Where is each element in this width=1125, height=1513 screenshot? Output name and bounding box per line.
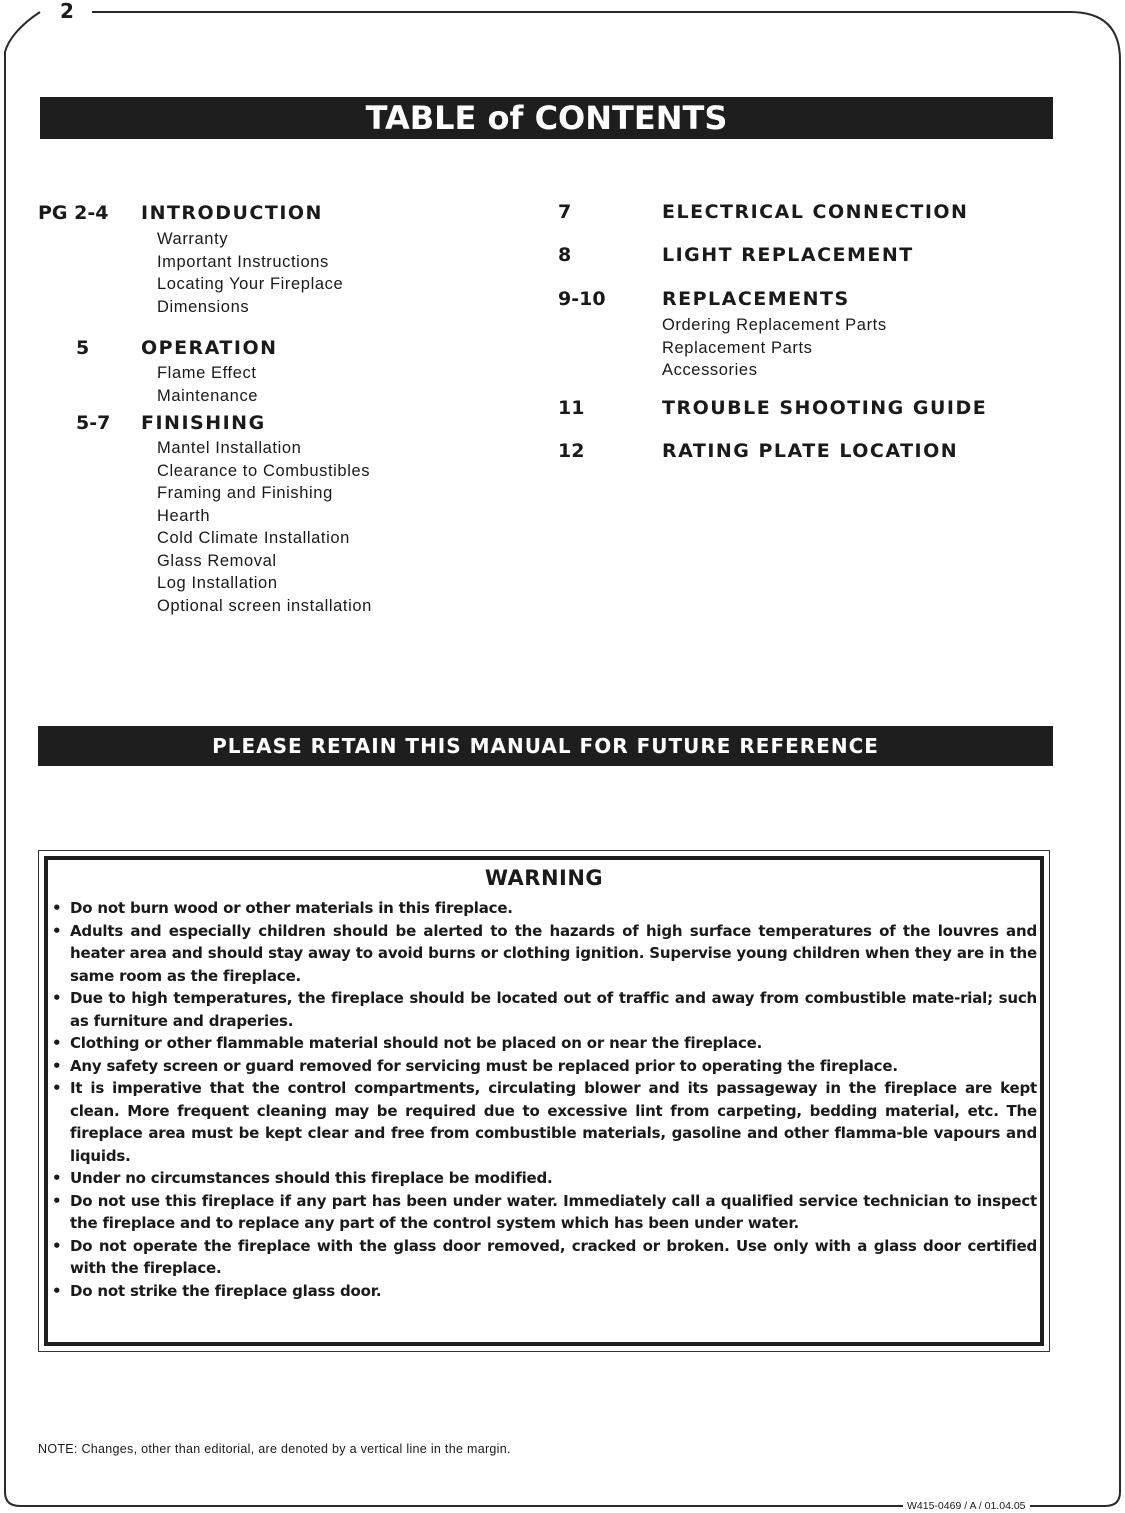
toc-page: 5 (76, 337, 90, 359)
toc-subitems (157, 228, 343, 318)
toc-page: 5-7 (76, 412, 111, 434)
bullet-icon: • (52, 921, 62, 940)
toc-page: 8 (558, 244, 572, 266)
warning-item: • Do not strike the fireplace glass door. (50, 1280, 1037, 1303)
toc-subitem: Hearth (157, 506, 211, 525)
toc-heading: INTRODUCTION (141, 202, 323, 224)
toc-subitem: Clearance to Combustibles (157, 461, 371, 480)
toc-subitems (662, 314, 887, 382)
bullet-icon: • (52, 1079, 62, 1097)
bullet-icon: • (52, 1236, 62, 1255)
toc-page: 7 (558, 201, 572, 223)
bullet-icon: • (52, 1169, 62, 1187)
toc-subitem: Mantel Installation (157, 439, 302, 457)
toc-subitems (157, 437, 372, 617)
bullet-icon: • (52, 989, 62, 1007)
toc-subitem: Dimensions (157, 297, 250, 316)
warning-item: • Adults and especially children should be alerted to the hazards of high surface temperatures of the louvres and heater area and should stay away to avoid burns or clothing ignition. Supervise young children when they are in the same room as the fireplace. (52, 921, 1037, 985)
toc-subitem: Maintenance (157, 386, 259, 405)
toc-title: TABLE of CONTENTS (40, 97, 1053, 139)
toc-heading: RATING PLATE LOCATION (662, 440, 959, 462)
warning-item: • Do not use this fireplace if any part has been under water. Immediately call a qualified service technician to inspect the fireplace and to replace any part of the control system which has been under water. (52, 1191, 1037, 1232)
toc-heading: REPLACEMENTS (662, 288, 850, 310)
toc-heading: LIGHT REPLACEMENT (662, 244, 914, 266)
toc-subitem: Optional screen installation (157, 596, 372, 615)
toc-subitem: Ordering Replacement Parts (662, 316, 887, 334)
bullet-icon: • (52, 1281, 62, 1300)
warning-item: • Do not burn wood or other materials in this fireplace. (50, 897, 1037, 920)
toc-subitem: Important Instructions (157, 252, 329, 271)
toc-subitem: Replacement Parts (662, 338, 813, 357)
toc-subitem: Locating Your Fireplace (157, 275, 344, 293)
bullet-icon: • (52, 1056, 62, 1075)
warning-list (50, 897, 1037, 1302)
bullet-icon: • (52, 1034, 62, 1052)
document-code: W415-0469 / A / 01.04.05 (903, 1499, 1030, 1513)
toc-heading: TROUBLE SHOOTING GUIDE (662, 397, 988, 419)
toc-subitem: Glass Removal (157, 551, 277, 570)
warning-item: • Clothing or other flammable material should not be placed on or near the fireplace. (50, 1032, 1037, 1055)
toc-subitem: Accessories (662, 361, 758, 379)
revision-note: NOTE: Changes, other than editorial, are denoted by a vertical line in the margin. (38, 1442, 511, 1456)
toc-page: PG 2-4 (38, 202, 109, 224)
warning-item: • Under no circumstances should this fireplace be modified. (50, 1167, 1037, 1190)
warning-item: • Due to high temperatures, the fireplace should be located out of traffic and away from combustible mate-rial; such as furniture and draperies. (52, 989, 1037, 1030)
bullet-icon: • (52, 899, 62, 917)
toc-heading: OPERATION (141, 337, 278, 359)
toc-page: 9-10 (558, 288, 606, 310)
toc-heading: ELECTRICAL CONNECTION (662, 201, 969, 223)
retain-manual-banner: PLEASE RETAIN THIS MANUAL FOR FUTURE REFERENCE (38, 726, 1053, 766)
toc-page: 12 (558, 440, 585, 462)
page-number: 2 (50, 0, 84, 22)
toc-heading: FINISHING (141, 412, 266, 434)
warning-title: WARNING (484, 866, 604, 890)
toc-subitem: Warranty (157, 230, 229, 248)
toc-subitem: Cold Climate Installation (157, 529, 350, 547)
toc-page: 11 (558, 397, 585, 419)
toc-subitem: Log Installation (157, 574, 278, 592)
toc-subitems (157, 362, 258, 407)
warning-item: • Do not operate the fireplace with the glass door removed, cracked or broken. Use only with a glass door certified with the fireplace. (52, 1236, 1037, 1277)
toc-subitem: Flame Effect (157, 364, 257, 382)
toc-subitem: Framing and Finishing (157, 484, 333, 502)
warning-item: • It is imperative that the control compartments, circulating blower and its passageway in the fireplace are kept clean. More frequent cleaning may be required due to excessive lint from carpeting, bedding material, etc. The fireplace area must be kept clear and free from combustible materials, gasoline and other flamma-ble vapours and liquids. (52, 1079, 1037, 1165)
bullet-icon: • (52, 1191, 62, 1210)
warning-item: • Any safety screen or guard removed for servicing must be replaced prior to operating the fireplace. (50, 1055, 1037, 1078)
